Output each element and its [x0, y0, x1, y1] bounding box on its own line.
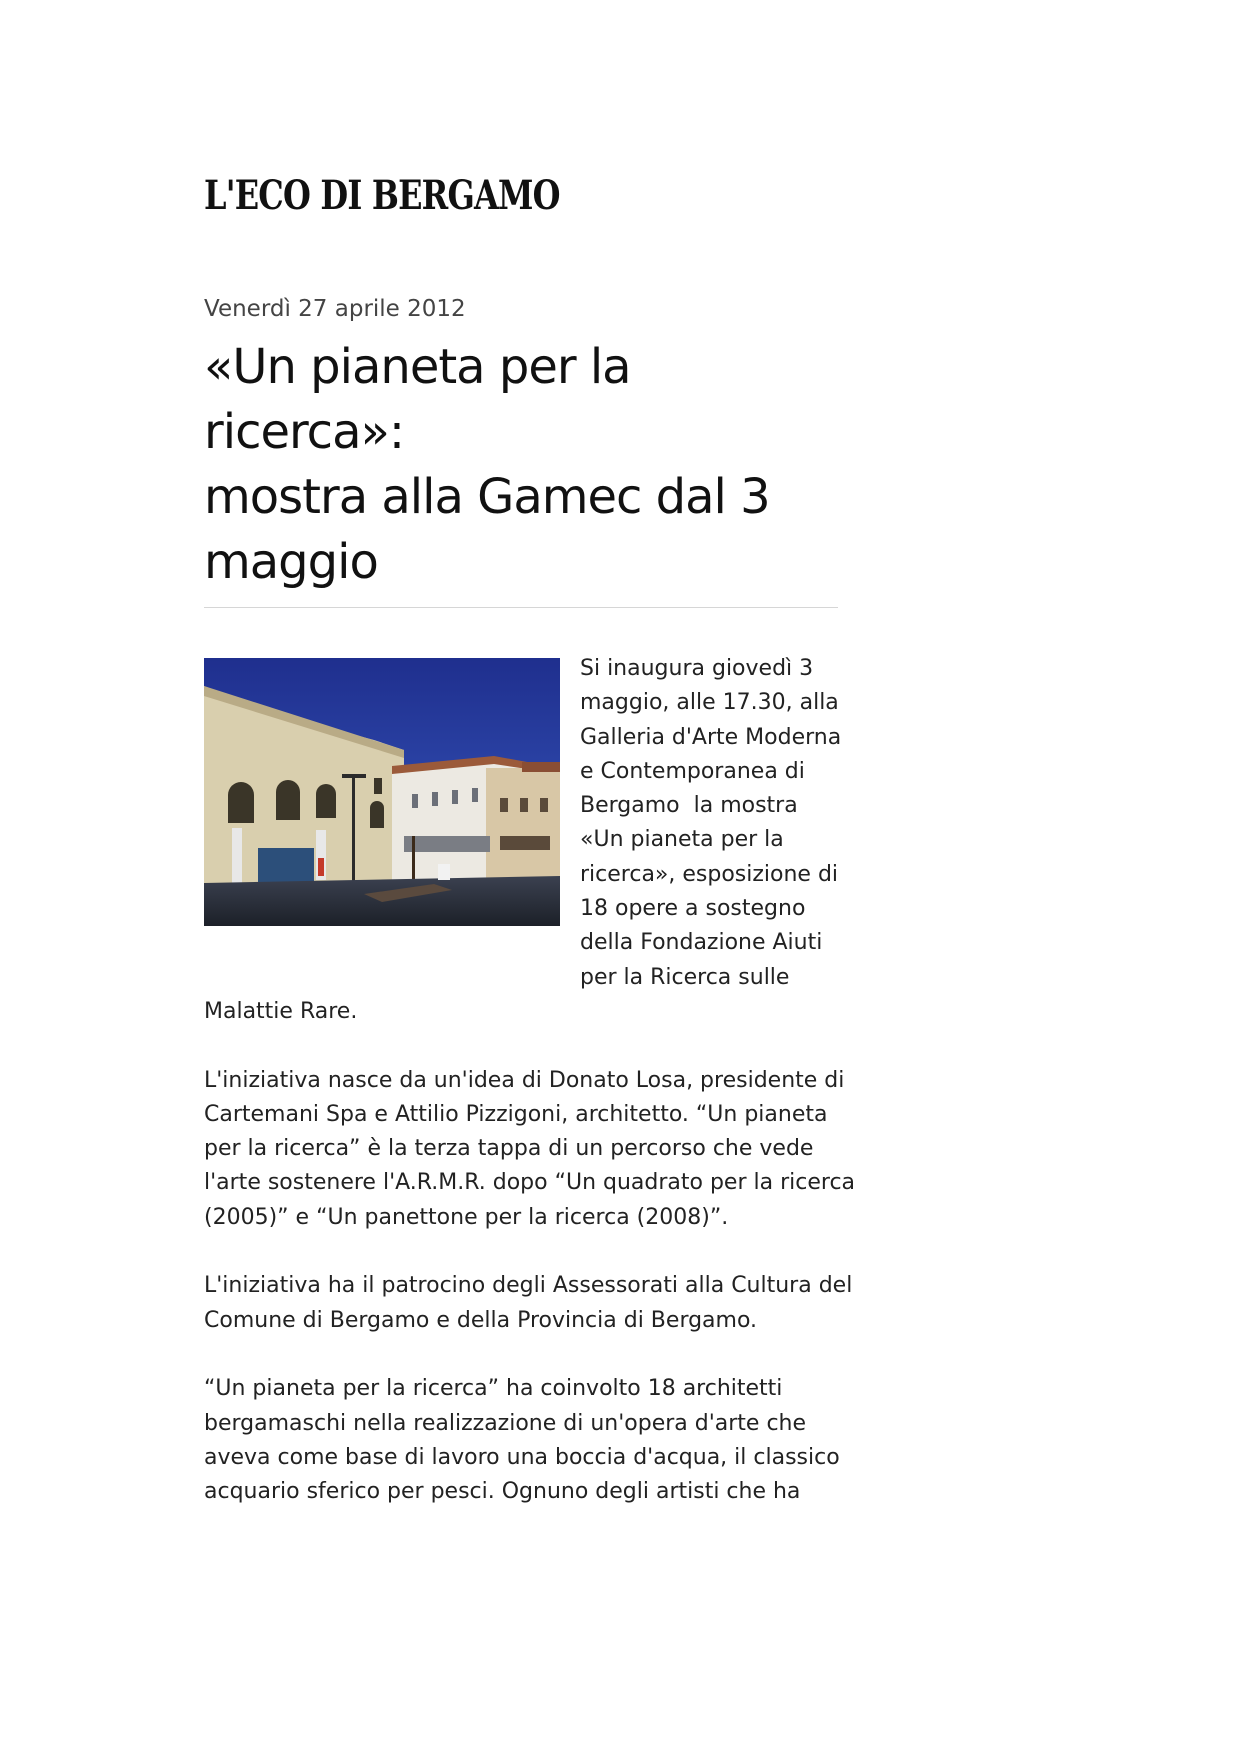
article-line: L'iniziativa ha il patrocino degli Assessorati alla Cultura del: [204, 1273, 853, 1299]
article-line: Si inaugura giovedì 3: [580, 656, 814, 681]
headline-divider: [204, 607, 838, 608]
article-line: acquario sferico per pesci. Ognuno degli artisti che ha: [204, 1479, 801, 1505]
paragraph-gap: [204, 1338, 844, 1372]
article-line: «Un pianeta per la: [580, 827, 784, 853]
article-line: Malattie Rare.: [204, 998, 358, 1024]
article-line: 18 opere a sostegno: [580, 896, 806, 922]
article-line: e Contemporanea di: [580, 758, 805, 784]
article-line: Galleria d'Arte Moderna: [580, 724, 842, 750]
headline-line: «Un pianeta per la: [204, 339, 631, 395]
article-line: della Fondazione Aiuti: [580, 930, 823, 956]
headline-line: mostra alla Gamec dal 3: [204, 469, 770, 525]
article-line: Bergamo la mostra: [580, 793, 798, 819]
article-line: l'arte sostenere l'A.R.M.R. dopo “Un quadrato per la ricerca: [204, 1170, 856, 1196]
paragraph-gap: [204, 1029, 844, 1063]
article-line: per la Ricerca sulle: [580, 964, 790, 990]
article-line: aveva come base di lavoro una boccia d'acqua, il classico: [204, 1444, 840, 1470]
article-line: maggio, alle 17.30, alla: [580, 690, 839, 716]
headline-line: ricerca»:: [204, 404, 405, 460]
article-line: ricerca», esposizione di: [580, 861, 839, 887]
paragraph-gap: [204, 1235, 844, 1269]
article-line: Comune di Bergamo e della Provincia di Bergamo.: [204, 1307, 758, 1333]
article-headline: [204, 335, 844, 595]
article-line: Cartemani Spa e Attilio Pizzigoni, architetto. “Un pianeta: [204, 1101, 828, 1127]
article-date: Venerdì 27 aprile 2012: [204, 296, 466, 322]
article-line: “Un pianeta per la ricerca” ha coinvolto 18 architetti: [204, 1376, 783, 1402]
article-line: per la ricerca” è la terza tappa di un percorso che vede: [204, 1136, 814, 1162]
headline-line: maggio: [204, 534, 378, 590]
article-line: (2005)” e “Un panettone per la ricerca (2008)”.: [204, 1204, 729, 1230]
article-line: bergamaschi nella realizzazione di un'opera d'arte che: [204, 1410, 807, 1436]
article-line: L'iniziativa nasce da un'idea di Donato Losa, presidente di: [204, 1067, 845, 1093]
masthead-logo: L'ECO DI BERGAMO: [204, 172, 560, 219]
article-body: [204, 652, 856, 1509]
